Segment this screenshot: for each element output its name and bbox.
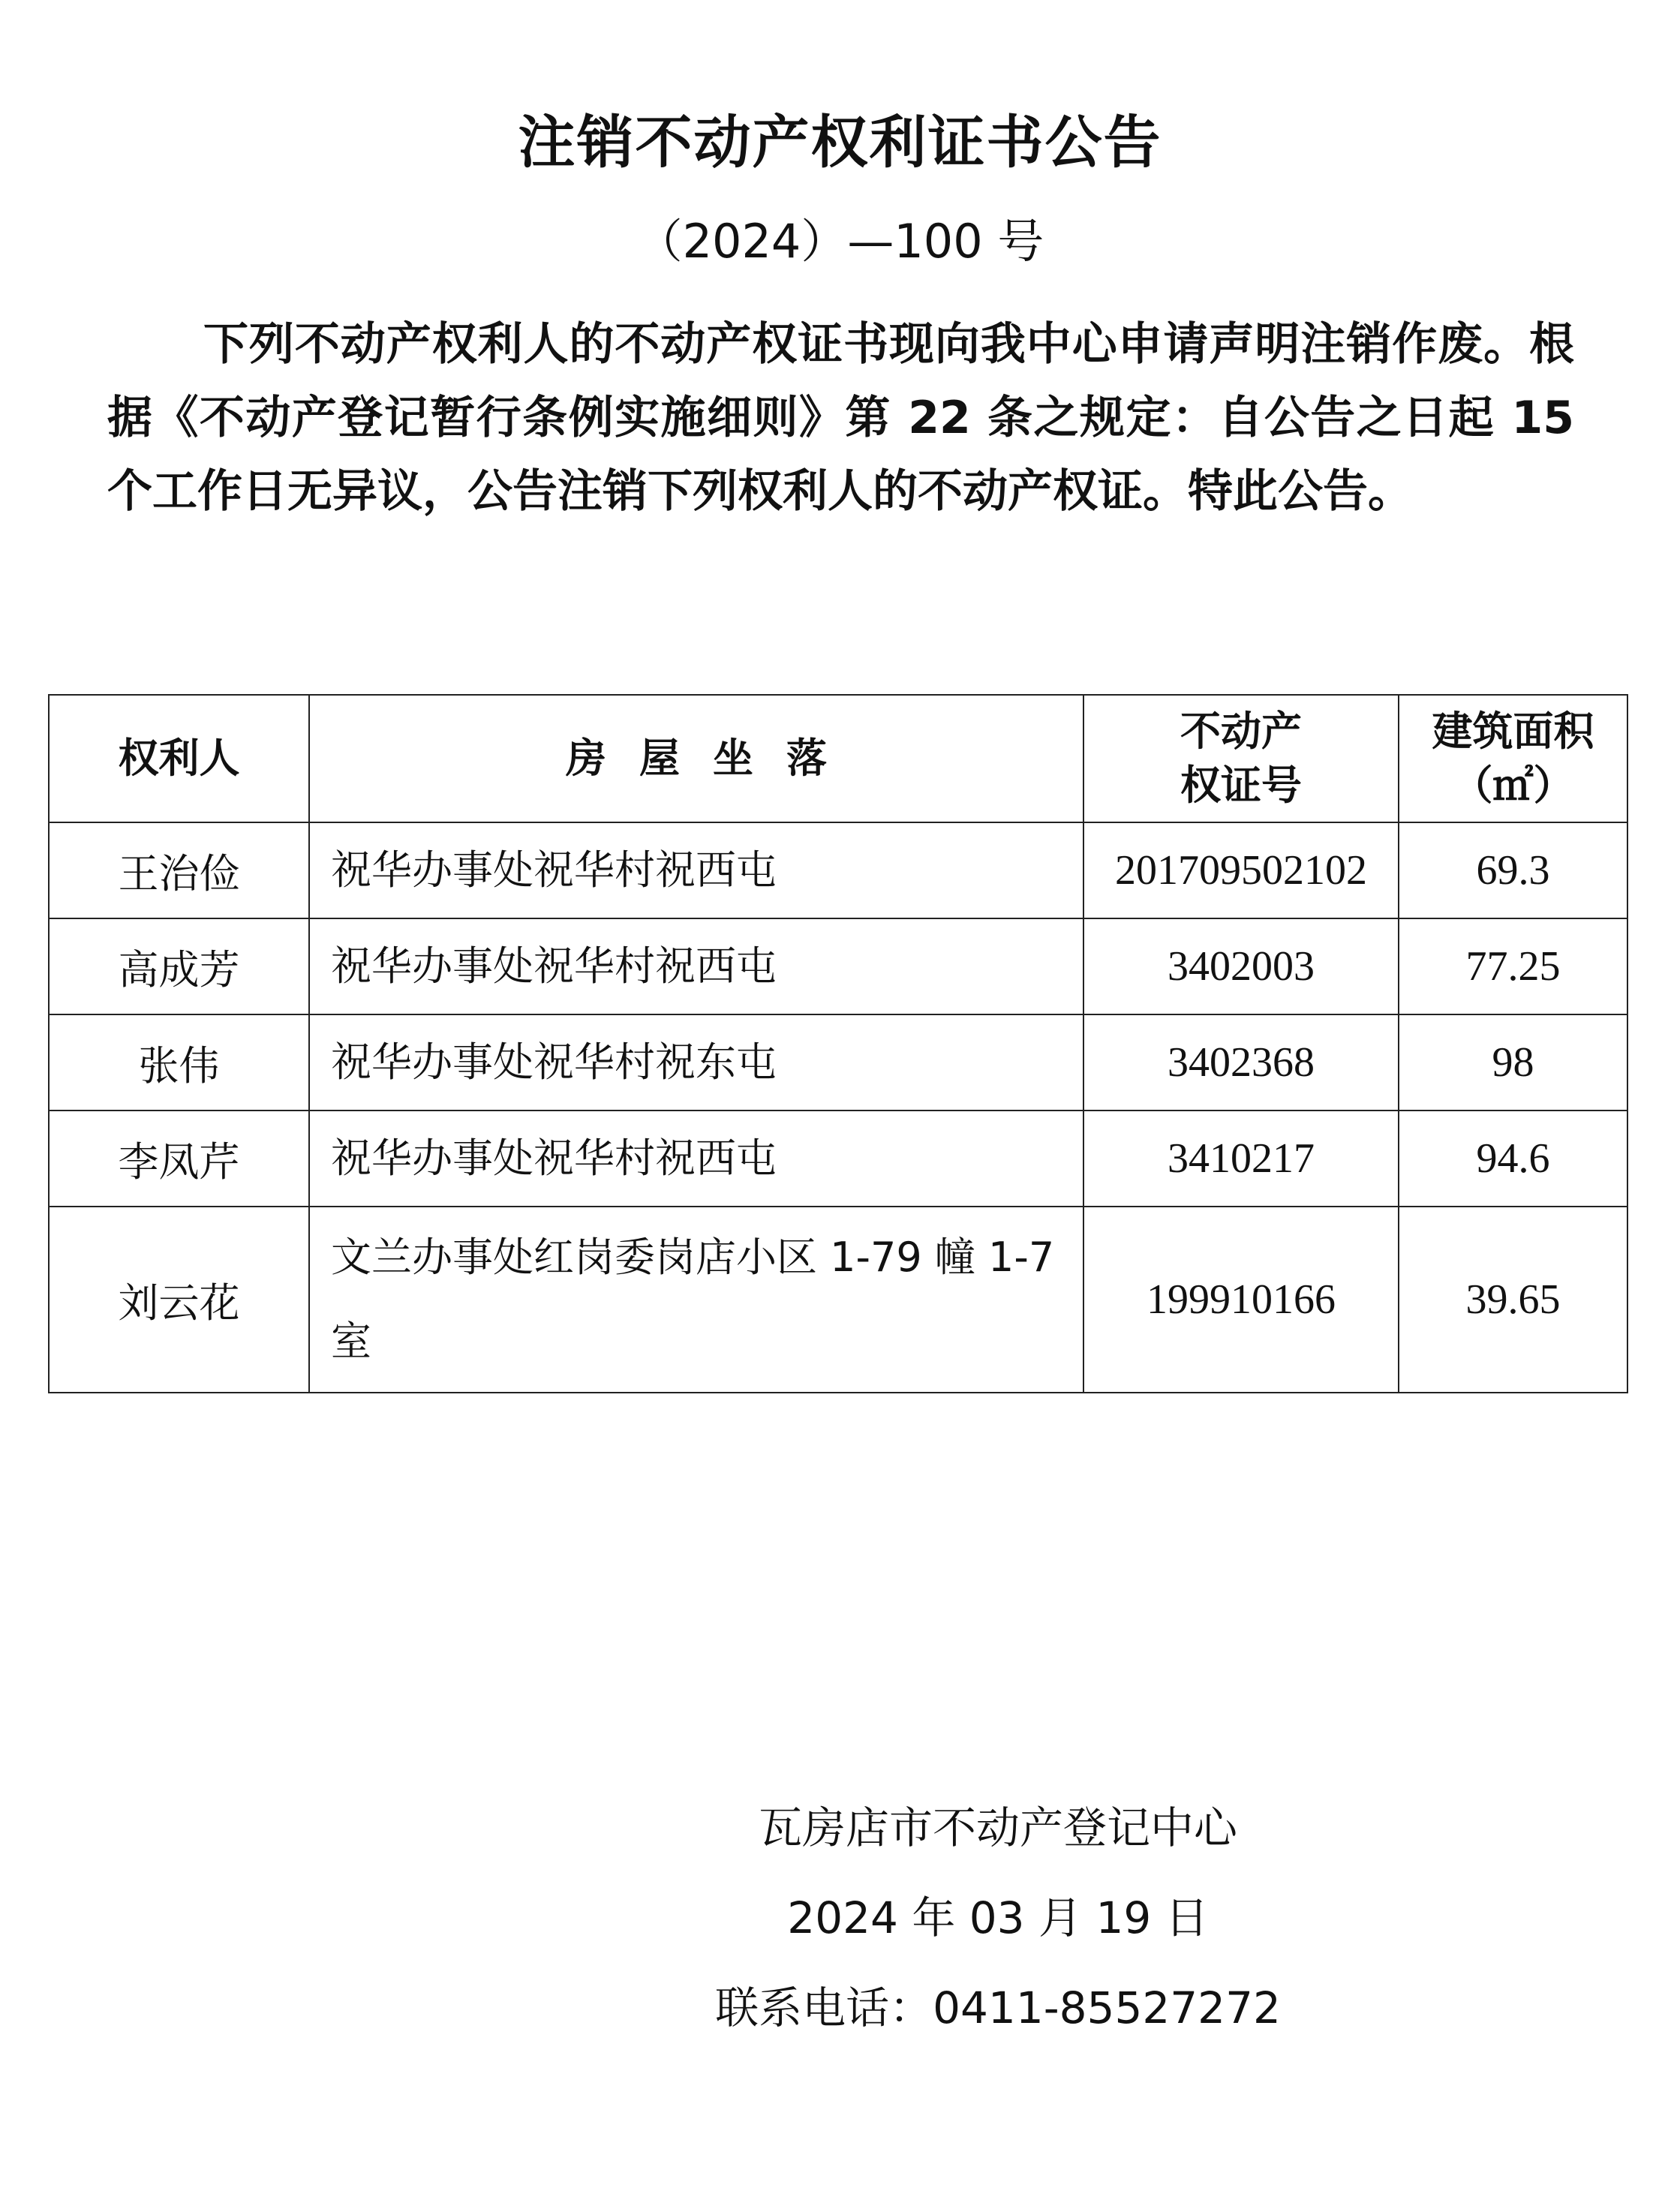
area-cell: 39.65	[1399, 1207, 1627, 1393]
cert-number-cell: 3402003	[1083, 918, 1399, 1014]
issuing-organization: 瓦房店市不动产登记中心	[758, 1802, 1237, 1853]
cert-number-cell: 199910166	[1083, 1207, 1399, 1393]
owner-cell: 刘云花	[49, 1207, 309, 1393]
address-cell: 祝华办事处祝华村祝东屯	[309, 1014, 1083, 1111]
address-cell: 祝华办事处祝华村祝西屯	[309, 918, 1083, 1014]
address-cell: 祝华办事处祝华村祝西屯	[309, 822, 1083, 918]
owner-cell: 王治俭	[49, 822, 309, 918]
owner-cell: 高成芳	[49, 918, 309, 1014]
page-title: 注销不动产权利证书公告	[518, 109, 1162, 176]
header-cert-line1: 不动产	[1180, 708, 1302, 755]
header-owner	[49, 695, 309, 822]
area-cell: 69.3	[1399, 822, 1627, 918]
header-area	[1399, 695, 1627, 822]
cert-number-cell: 3402368	[1083, 1014, 1399, 1111]
area-cell: 77.25	[1399, 918, 1627, 1014]
header-cert-line2: 权证号	[1180, 762, 1302, 809]
area-cell: 94.6	[1399, 1111, 1627, 1207]
table-row	[49, 822, 1627, 918]
table-row	[49, 1207, 1627, 1393]
table-row	[49, 1111, 1627, 1207]
contact-phone: 联系电话：0411-85527272	[715, 1982, 1281, 2033]
header-address-label: 房屋坐落	[566, 735, 860, 782]
cert-number-cell: 201709502102	[1083, 822, 1399, 918]
announcement-body: 下列不动产权利人的不动产权证书现向我中心申请声明注销作废。根据《不动产登记暂行条例实施细则》第 22 条之规定：自公告之日起 15 个工作日无异议，公告注销下列权利人的不动产权证。特此公告。	[107, 318, 1574, 518]
table-header-row	[49, 695, 1627, 822]
address-cell: 祝华办事处祝华村祝西屯	[309, 1111, 1083, 1207]
area-cell: 98	[1399, 1014, 1627, 1111]
header-area-line2: （㎡）	[1452, 762, 1574, 809]
issue-date: 2024 年 03 月 19 日	[787, 1892, 1209, 1943]
header-owner-label: 权利人	[118, 735, 240, 782]
header-area-line1: 建筑面积	[1432, 708, 1594, 755]
header-address	[309, 695, 1083, 822]
table-row	[49, 1014, 1627, 1111]
document-number: （2024）—100 号	[636, 214, 1044, 269]
certificate-table	[48, 694, 1628, 1393]
owner-cell: 张伟	[49, 1014, 309, 1111]
address-cell: 文兰办事处红岗委岗店小区 1-79 幢 1-7 室	[309, 1207, 1083, 1393]
table-row	[49, 918, 1627, 1014]
cert-number-cell: 3410217	[1083, 1111, 1399, 1207]
owner-cell: 李凤芹	[49, 1111, 309, 1207]
header-cert	[1083, 695, 1399, 822]
